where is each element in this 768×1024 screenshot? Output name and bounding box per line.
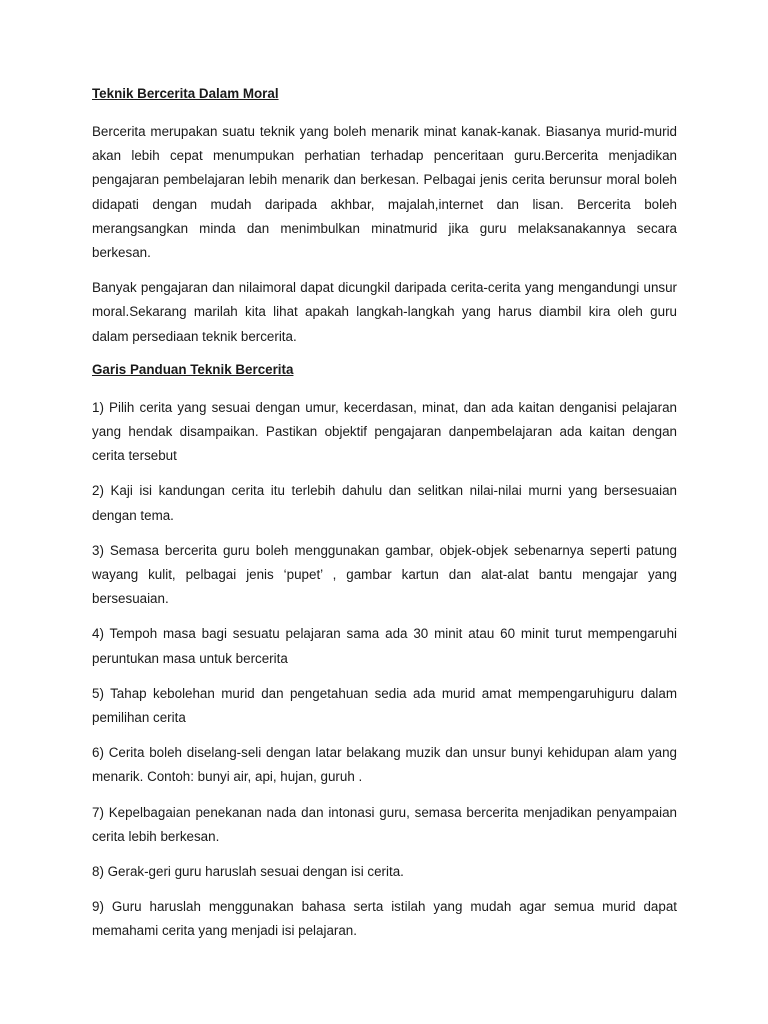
guideline-item-4: 4) Tempoh masa bagi sesuatu pelajaran sama ada 30 minit atau 60 minit turut mempengaruhi peruntukan masa untuk bercerita xyxy=(92,626,677,666)
section-heading-garis-panduan: Garis Panduan Teknik Bercerita xyxy=(92,361,294,377)
document-page xyxy=(92,84,677,955)
intro-paragraph-1: Bercerita merupakan suatu teknik yang boleh menarik minat kanak-kanak. Biasanya murid-murid akan lebih cepat menumpukan perhatian terhadap penceritaan guru.Bercerita menjadikan pengajaran pembelajaran lebih menarik dan berkesan. Pelbagai jenis cerita berunsur moral boleh didapati dengan mudah daripada akhbar, majalah,internet dan lisan. Bercerita boleh merangsangkan minda dan menimbulkan minatmurid jika guru melaksanakannya secara berkesan. xyxy=(92,124,677,261)
guideline-item-1: 1) Pilih cerita yang sesuai dengan umur, kecerdasan, minat, dan ada kaitan denganisi pelajaran yang hendak disampaikan. Pastikan objektif pengajaran danpembelajaran ada kaitan dengan cerita tersebut xyxy=(92,399,677,464)
guideline-item-3: 3) Semasa bercerita guru boleh menggunakan gambar, objek-objek sebenarnya seperti patung wayang kulit, pelbagai jenis ‘pupet’ , gambar kartun dan alat-alat bantu mengajar yang bersesuaian. xyxy=(92,542,677,607)
guideline-item-9: 9) Guru haruslah menggunakan bahasa serta istilah yang mudah agar semua murid dapat memahami cerita yang menjadi isi pelajaran. xyxy=(92,899,677,939)
guideline-item-2: 2) Kaji isi kandungan cerita itu terlebih dahulu dan selitkan nilai-nilai murni yang bersesuaian dengan tema. xyxy=(92,483,677,523)
guideline-item-7: 7) Kepelbagaian penekanan nada dan intonasi guru, semasa bercerita menjadikan penyampaian cerita lebih berkesan. xyxy=(92,804,677,844)
guideline-item-5: 5) Tahap kebolehan murid dan pengetahuan sedia ada murid amat mempengaruhiguru dalam pemilihan cerita xyxy=(92,685,677,726)
guideline-item-8: 8) Gerak-geri guru haruslah sesuai dengan isi cerita. xyxy=(92,864,404,880)
guideline-item-6: 6) Cerita boleh diselang-seli dengan latar belakang muzik dan unsur bunyi kehidupan alam yang menarik. Contoh: bunyi air, api, hujan, guruh . xyxy=(92,745,677,785)
section-heading-teknik-bercerita: Teknik Bercerita Dalam Moral xyxy=(92,86,279,101)
intro-paragraph-2: Banyak pengajaran dan nilaimoral dapat dicungkil daripada cerita-cerita yang mengandungi unsur moral.Sekarang marilah kita lihat apakah langkah-langkah yang harus diambil kira oleh guru dalam persediaan teknik bercerita. xyxy=(92,280,677,344)
